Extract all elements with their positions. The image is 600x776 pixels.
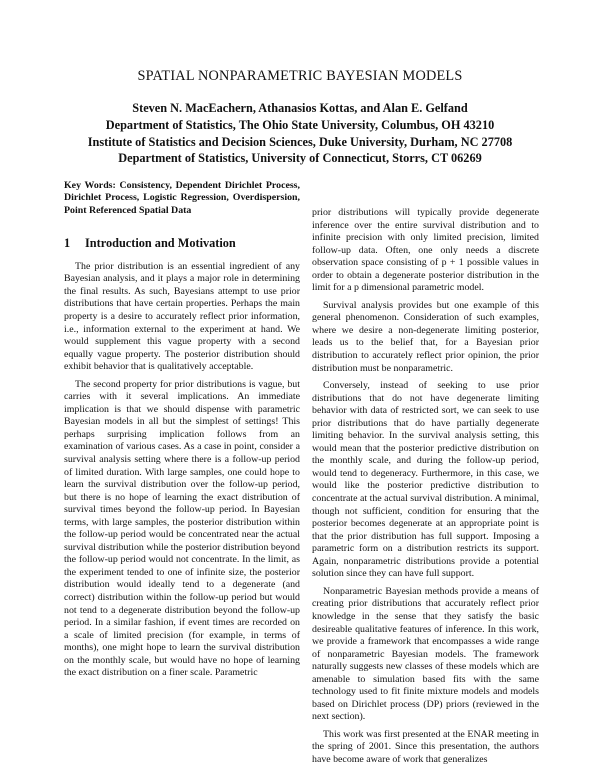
- body-paragraph: Survival analysis provides but one example of this general phenomenon. Consideration of such examples, where we desire a non-degenerate limiting posterior, leads us to the belief that, for a Bayesian prior distribution to accurately reflect prior opinion, the prior distribution must be nonparametric.: [312, 299, 539, 374]
- author-block: [0, 100, 600, 167]
- section-number: 1: [64, 236, 71, 251]
- author-names: Steven N. MacEachern, Athanasios Kottas, and Alan E. Gelfand: [132, 101, 468, 115]
- left-column: [64, 180, 300, 685]
- body-paragraph: The second property for prior distributions is vague, but carries with it several implications. An immediate implication is that we should dispense with parametric Bayesian models in all but the simplest of settings! This perhaps surprising implication follows from an examination of various cases. As a case in point, consider a survival analysis setting where there is a follow-up period of limited duration. With large samples, one could hope to learn the survival distribution over the follow-up period, but there is no hope of learning the exact distribution of survival times beyond the follow-up period. In Bayesian terms, with large samples, the posterior distribution within the follow-up period would be concentrated near the actual survival distribution while the posterior distribution beyond the follow-up period would not concentrate. In the limit, as the experiment tended to one of infinite size, the posterior distribution would ideally tend to a degenerate (and correct) distribution within the follow-up period but would not tend to a degenerate distribution beyond the follow-up period. In a similar fashion, if event times are recorded on a scale of limited precision (for example, in terms of months), one might hope to learn the survival distribution on the monthly scale, but would have no hope of learning the exact distribution on a finer scale. Parametric: [64, 378, 300, 679]
- body-paragraph: The prior distribution is an essential ingredient of any Bayesian analysis, and it plays a major role in determining the final results. As such, Bayesians attempt to use prior distributions that have certain properties. Perhaps the main property is a desire to accurately reflect prior information, i.e., information external to the experiment at hand. We would supplement this vague property with a second equally vague property. The posterior distribution should exhibit behavior that is qualitatively acceptable.: [64, 260, 300, 373]
- body-paragraph: Nonparametric Bayesian methods provide a means of creating prior distributions that accurately reflect prior knowledge in the sense that they satisfy the basic desireable qualitative features of inference. In this work, we provide a framework that encompasses a wide range of nonparametric Bayesian models. The framework naturally suggests new classes of these models which are amenable to simulation based fits with the same technology used to fit finite mixture models and models based on Dirichlet process (DP) priors (reviewed in the next section).: [312, 585, 539, 723]
- section-heading: [64, 237, 300, 250]
- right-column: [312, 207, 539, 772]
- paper-title: SPATIAL NONPARAMETRIC BAYESIAN MODELS: [137, 68, 463, 84]
- body-paragraph: Conversely, instead of seeking to use prior distributions that do not have degenerate limiting behavior with data of restricted sort, we can seek to use prior distributions that do have partially degenerate limiting behavior. In the survival analysis setting, this would mean that the posterior predictive distribution on the monthly scale, and during the follow-up period, would tend to degeneracy. Furthermore, in this case, we would like the posterior predictive distribution to concentrate at the actual survival distribution. A minimal, though not sufficient, condition for ensuring that the posterior becomes degenerate at an appropriate point is that the prior distribution has full support. Imposing a parametric form on a distribution restricts its support. Again, nonparametric distributions provide a potential solution since they can have full support.: [312, 380, 539, 580]
- body-paragraph: This work was first presented at the ENAR meeting in the spring of 2001. Since this presentation, the authors have become aware of work that generalizes: [312, 728, 539, 765]
- affiliation-duke: Institute of Statistics and Decision Sciences, Duke University, Durham, NC 27708: [87, 134, 513, 149]
- section-title: Introduction and Motivation: [85, 236, 236, 251]
- keywords: Key Words: Consistency, Dependent Dirichlet Process, Dirichlet Process, Logistic Regression, Overdispersion, Point Referenced Spatial Data: [64, 180, 300, 216]
- affiliation-ohio-state: Department of Statistics, The Ohio State University, Columbus, OH 43210: [105, 117, 495, 132]
- affiliation-uconn: Department of Statistics, University of Connecticut, Storrs, CT 06269: [118, 151, 482, 166]
- body-paragraph: prior distributions will typically provide degenerate inference over the entire survival distribution and to infinite precision with only limited precision, limited follow-up data. Often, one only needs a discrete observation space consisting of p + 1 possible values in order to obtain a degenerate posterior distribution in the limit for a p dimensional parametric model.: [312, 207, 539, 294]
